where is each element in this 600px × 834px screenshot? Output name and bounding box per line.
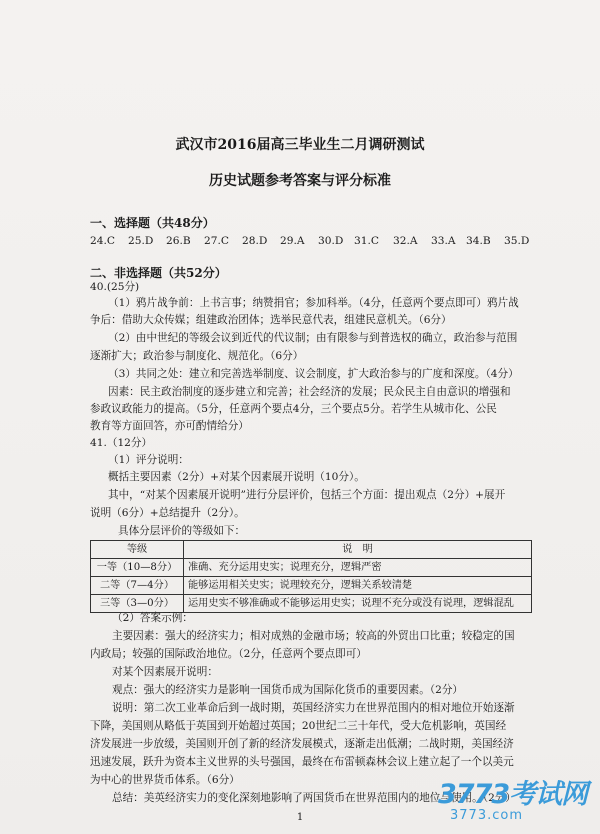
grade-cell: 二等（7—4分）	[91, 577, 184, 595]
grade-cell: 三等（3—0分）	[91, 595, 184, 613]
answer-item: 32.A	[393, 235, 418, 247]
answer-item: 34.B	[466, 235, 491, 247]
text-line: 教育等方面回答，亦可酌情给分）	[90, 420, 249, 432]
table-row	[91, 559, 532, 577]
text-line: 说明：第二次工业革命后到一战时期，英国经济实力在世界范围内的相对地位开始逐渐	[112, 702, 515, 714]
text-line: 济发展进一步放缓，美国则开创了新的经济发展模式，逐渐走出低潮；二战时期，美国经济	[90, 738, 514, 750]
answer-item: 35.D	[504, 235, 530, 247]
description-cell: 运用史实不够准确或不能够运用史实；说理不充分或没有说理，逻辑混乱	[184, 595, 532, 613]
text-line: 迅速发展，跃升为资本主义世界的头号强国，最终在布雷顿森林会议上建立起了一个以美元	[90, 756, 514, 768]
page-number: 1	[296, 812, 304, 823]
answer-item: 33.A	[431, 235, 456, 247]
answer-item: 30.D	[318, 235, 344, 247]
text-line: （1）评分说明：	[108, 454, 189, 466]
section1-heading: 一、选择题（共48分）	[90, 216, 215, 230]
text-line: 对某个因素展开说明：	[112, 666, 218, 678]
grading-table	[90, 540, 532, 613]
table-header-row	[91, 541, 532, 559]
site-watermark	[438, 772, 588, 828]
answer-item: 28.D	[242, 235, 268, 247]
grade-cell: 一等（10—8分）	[91, 559, 184, 577]
watermark-url: 3773.com	[450, 808, 523, 823]
text-line: 主要因素：强大的经济实力；相对成熟的金融市场；较高的外贸出口比重；较稳定的国	[112, 630, 515, 642]
text-line: 其中，“对某个因素展开说明”进行分层评价，包括三个方面：提出观点（2分）+展开	[108, 489, 506, 501]
text-line: 内政局；较强的国际政治地位。（2分，任意两个要点即可）	[90, 648, 367, 660]
description-cell: 能够运用相关史实；说理较充分，逻辑关系较清楚	[184, 577, 532, 595]
answer-item: 24.C	[90, 235, 115, 247]
table-header-cell: 说 明	[184, 541, 532, 559]
question-40-header: 40.(25分)	[90, 281, 140, 293]
watermark-logo-text: 3773考试网	[438, 779, 588, 810]
answer-item: 26.B	[166, 235, 191, 247]
document-title: 武汉市2016届高三毕业生二月调研测试	[175, 137, 425, 153]
text-line: 争后：借助大众传媒；组建政治团体；选举民意代表，组建民意机关。（6分）	[90, 314, 452, 326]
text-line: 逐渐扩大；政治参与制度化、规范化。（6分）	[90, 350, 304, 362]
document-subtitle: 历史试题参考答案与评分标准	[209, 173, 391, 189]
table-row	[91, 577, 532, 595]
table-row	[91, 595, 532, 613]
text-line: 参政议政能力的提高。（5分，任意两个要点4分，三个要点5分。若学生从城市化、公民	[90, 403, 497, 415]
text-line: （2）由中世纪的等级会议到近代的代议制；由有限参与到普选权的确立，政治参与范围	[108, 332, 518, 344]
text-line: 观点：强大的经济实力是影响一国货币成为国际化货币的重要因素。（2分）	[112, 684, 464, 696]
description-cell: 准确、充分运用史实；说理充分，逻辑严密	[184, 559, 532, 577]
text-line: 具体分层评价的等级如下：	[118, 525, 246, 537]
text-line: （1）鸦片战争前：上书言事；纳赞捐官；参加科举。（4分，任意两个要点即可）鸦片战	[108, 297, 519, 309]
text-line: （2）答案示例：	[112, 612, 193, 624]
answer-item: 31.C	[354, 235, 379, 247]
text-line: 因素：民主政治制度的逐步建立和完善；社会经济的发展；民众民主自由意识的增强和	[108, 386, 511, 398]
section2-heading: 二、非选择题（共52分）	[90, 266, 227, 280]
table-header-cell: 等级	[91, 541, 184, 559]
text-line: 说明（6分）+总结提升（2分）。	[90, 507, 245, 519]
text-line: 总结：美英经济实力的变化深刻地影响了两国货币在世界范围内的地位与使用。（2分）	[112, 792, 516, 804]
question-41-header: 41.（12分）	[90, 437, 153, 449]
answer-item: 29.A	[280, 235, 305, 247]
text-line: 概括主要因素（2分）+对某个因素展开说明（10分）。	[108, 471, 365, 483]
answer-item: 27.C	[204, 235, 229, 247]
text-line: 为中心的世界货币体系。（6分）	[90, 774, 240, 786]
text-line: 下降，美国则从略低于英国到开始超过英国；20世纪二三十年代，受大危机影响，英国经	[90, 720, 507, 732]
answer-item: 25.D	[128, 235, 154, 247]
text-line: （3）共同之处：建立和完善选举制度、议会制度，扩大政治参与的广度和深度。（4分）	[108, 368, 519, 380]
